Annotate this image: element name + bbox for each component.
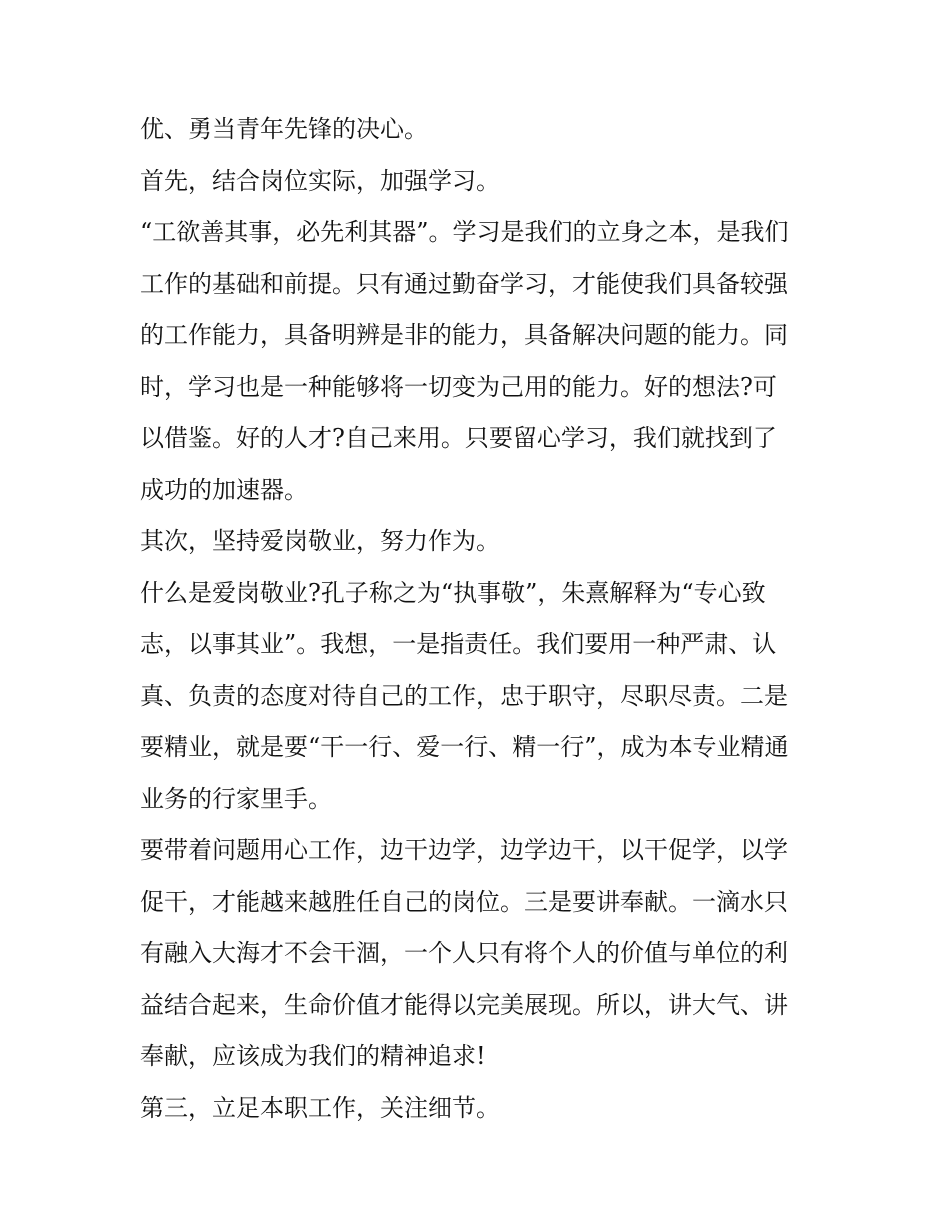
text-line: 优、勇当青年先锋的决心。 (140, 115, 428, 143)
text-line: 工作的基础和前提。只有通过勤奋学习，才能使我们具备较强 (140, 269, 788, 298)
text-line: 真、负责的态度对待自己的工作，忠于职守，尽职尽责。二是 (140, 681, 788, 710)
text-line: 促干，才能越来越胜任自己的岗位。三是要讲奉献。一滴水只 (140, 887, 788, 916)
text-line: 时，学习也是一种能够将一切变为己用的能力。好的想法?可 (140, 372, 777, 401)
document-body (140, 104, 815, 1134)
text-line: 益结合起来，生命价值才能得以完美展现。所以，讲大气、讲 (140, 990, 788, 1019)
text-line: 要精业，就是要“干一行、爱一行、精一行”，成为本专业精通 (140, 733, 789, 761)
text-line: 其次，坚持爱岗敬业，努力作为。 (140, 527, 500, 555)
text-line: 什么是爱岗敬业?孔子称之为“执事敬”，朱熹解释为“专心致 (140, 578, 766, 607)
text-line: 的工作能力，具备明辨是非的能力，具备解决问题的能力。同 (140, 321, 788, 349)
text-line: 有融入大海才不会干涸，一个人只有将个人的价值与单位的利 (140, 939, 788, 967)
text-line: “工欲善其事，必先利其器”。学习是我们的立身之本，是我们 (140, 218, 789, 246)
text-line: 业务的行家里手。 (140, 784, 332, 813)
text-line: 第三，立足本职工作，关注细节。 (140, 1093, 500, 1122)
text-line: 首先，结合岗位实际，加强学习。 (140, 166, 500, 195)
text-line: 志，以事其业”。我想，一是指责任。我们要用一种严肃、认 (140, 630, 777, 658)
text-line: 以借鉴。好的人才?自己来用。只要留心学习，我们就找到了 (140, 424, 777, 452)
text-line: 要带着问题用心工作，边干边学，边学边干，以干促学，以学 (140, 836, 788, 864)
text-line: 成功的加速器。 (140, 475, 308, 504)
text-line: 奉献，应该成为我们的精神追求! (140, 1042, 486, 1070)
